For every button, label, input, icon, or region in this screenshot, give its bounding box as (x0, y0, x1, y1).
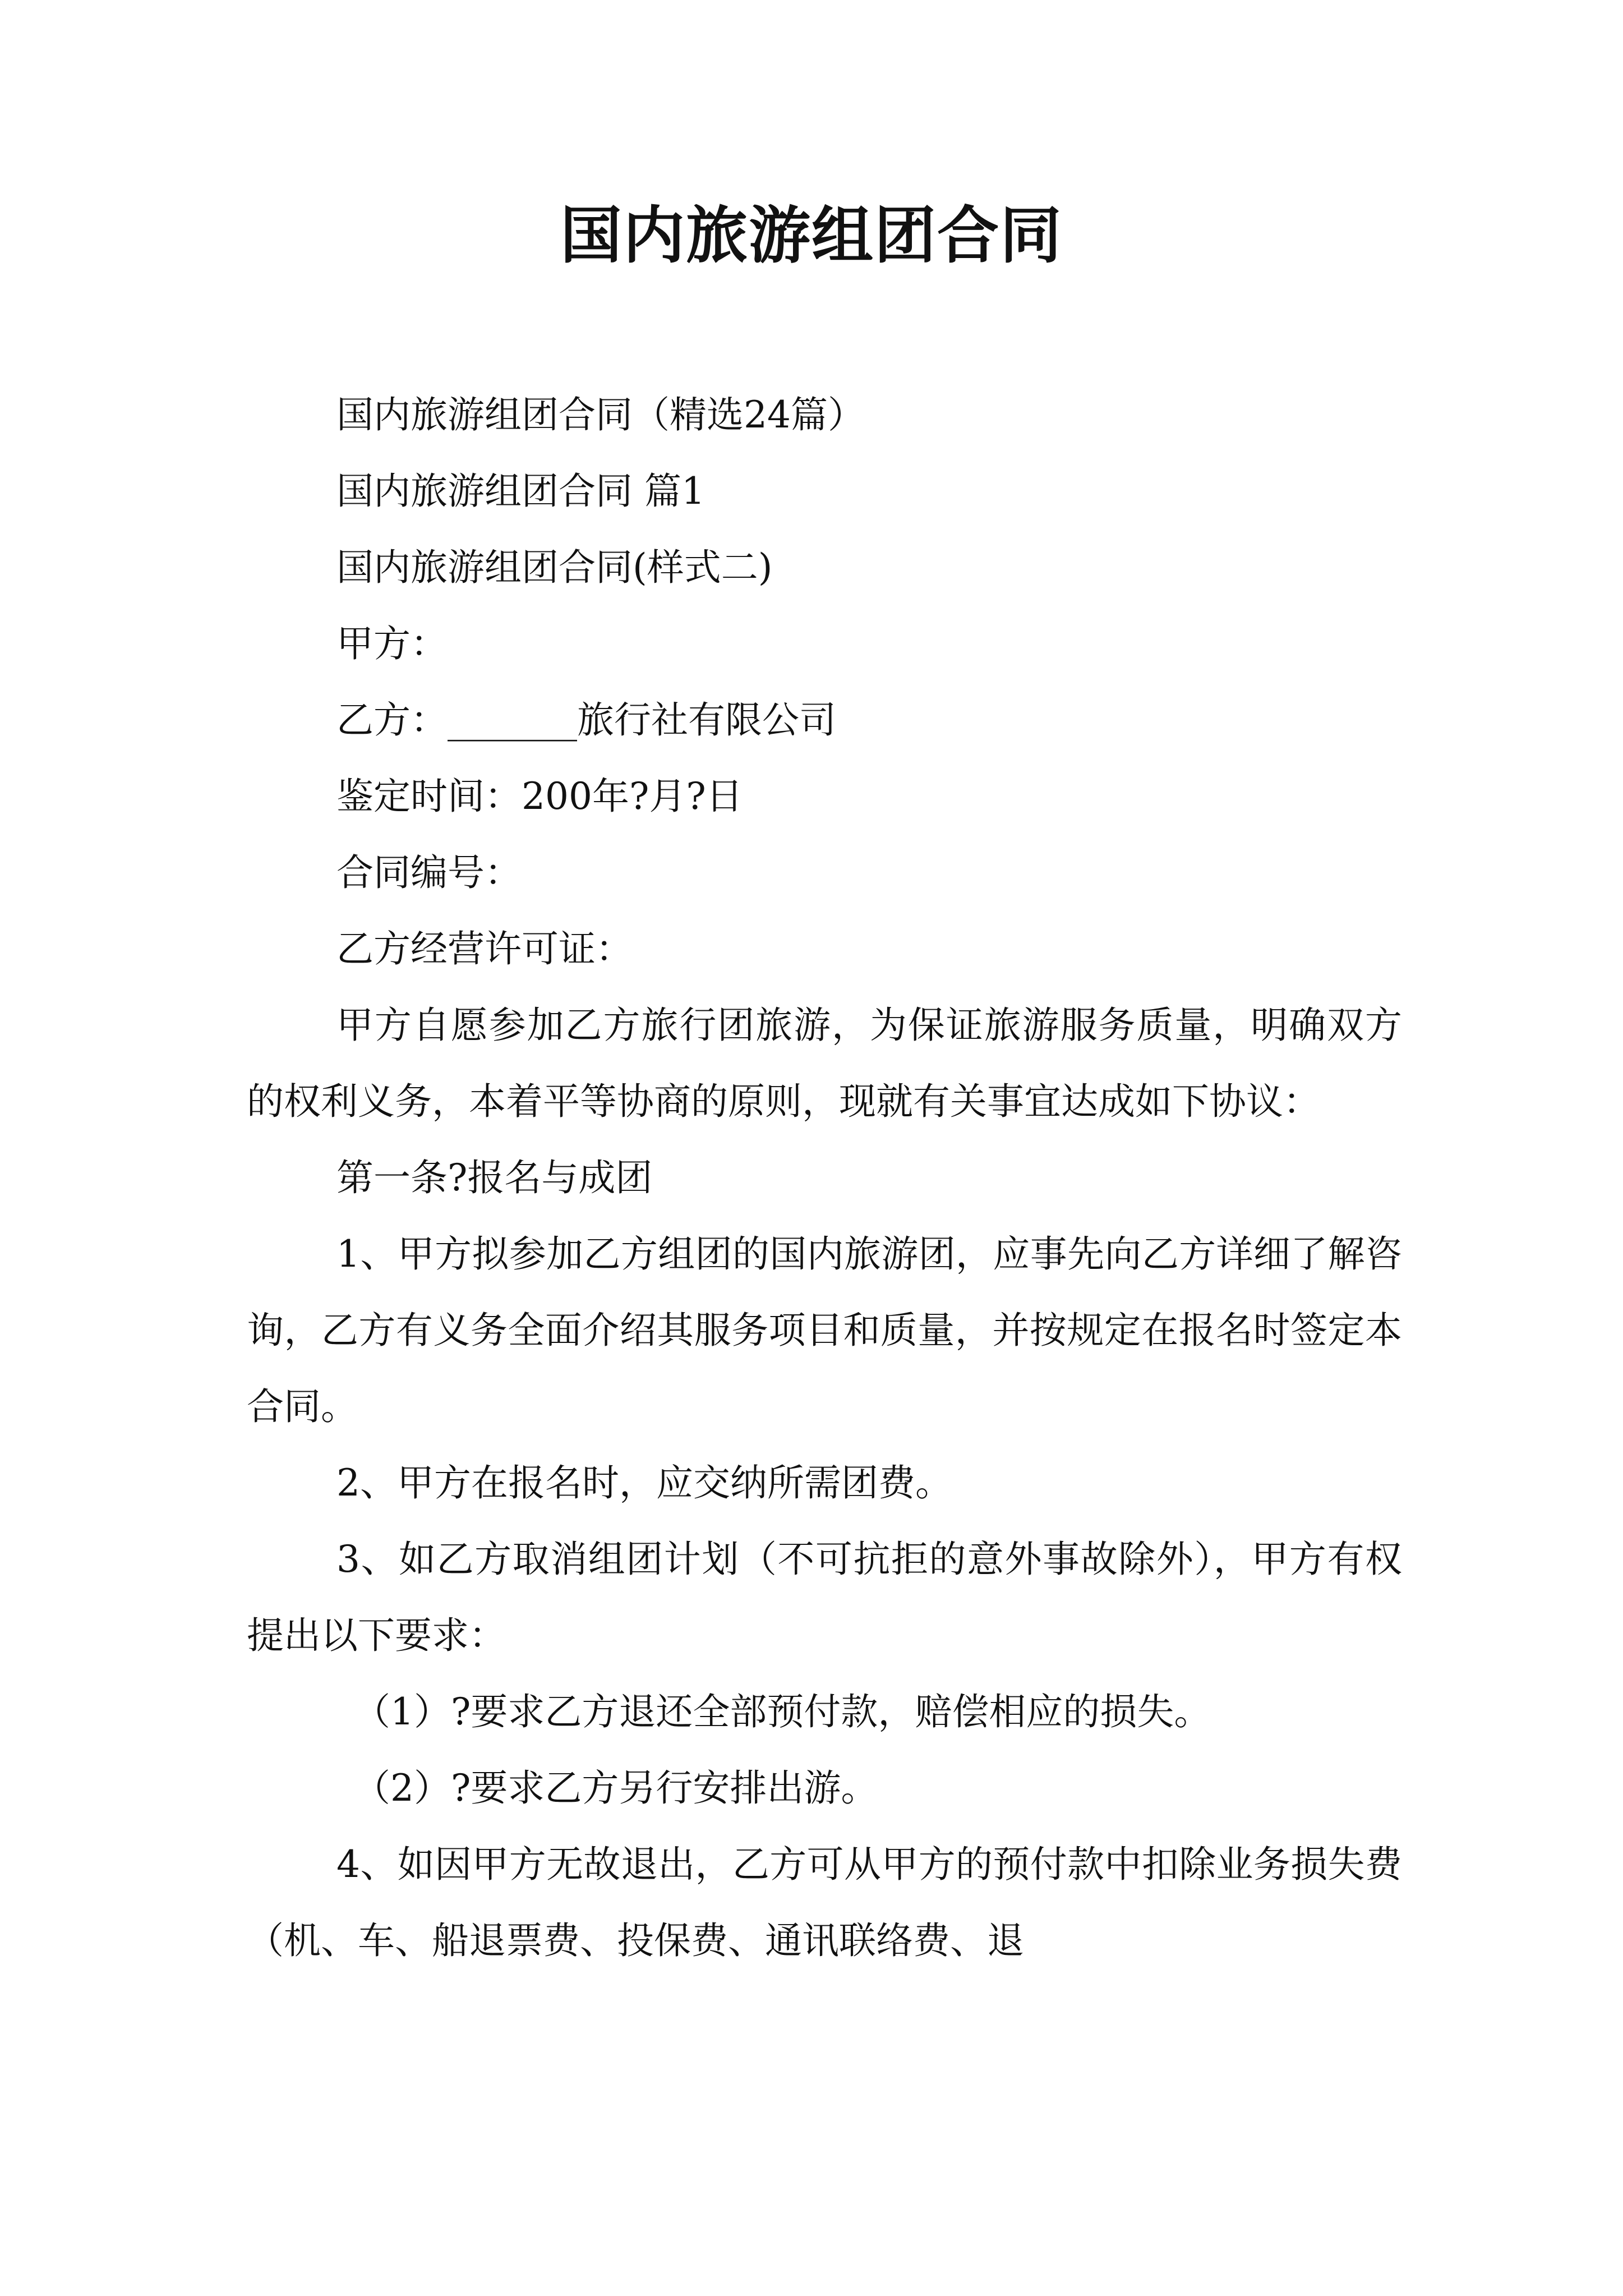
paragraph: 2、甲方在报名时，应交纳所需团费。 (336, 1461, 952, 1504)
paragraph: 3、如乙方取消组团计划（不可抗拒的意外事故除外），甲方有权提出以下要求： (247, 1538, 1402, 1657)
paragraph: （2）?要求乙方另行安排出游。 (353, 1766, 878, 1810)
paragraph: 乙方：_______旅行社有限公司 (336, 698, 836, 742)
paragraph: 合同编号： (336, 851, 522, 894)
paragraph: 甲方： (336, 622, 448, 665)
paragraph: 4、如因甲方无故退出，乙方可从甲方的预付款中扣除业务损失费（机、车、船退票费、投保费、通讯联络费、退 (247, 1843, 1402, 1962)
paragraph: （1）?要求乙方退还全部预付款，赔偿相应的损失。 (353, 1690, 1211, 1733)
document-body (247, 377, 1402, 1979)
paragraph: 鉴定时间：200年?月?日 (336, 775, 743, 818)
paragraph: 甲方自愿参加乙方旅行团旅游，为保证旅游服务质量，明确双方的权利义务，本着平等协商的原则，现就有关事宜达成如下协议： (247, 1004, 1402, 1123)
paragraph: 国内旅游组团合同 篇1 (336, 470, 705, 513)
paragraph: 第一条?报名与成团 (336, 1156, 653, 1199)
document-title: 国内旅游组团合同 (560, 199, 1063, 272)
paragraph: 国内旅游组团合同（精选24篇） (336, 393, 865, 436)
paragraph: 1、甲方拟参加乙方组团的国内旅游团，应事先向乙方详细了解咨询，乙方有义务全面介绍其服务项目和质量，并按规定在报名时签定本合同。 (247, 1232, 1402, 1428)
paragraph: 国内旅游组团合同(样式二) (336, 546, 773, 589)
paragraph: 乙方经营许可证： (336, 927, 633, 970)
